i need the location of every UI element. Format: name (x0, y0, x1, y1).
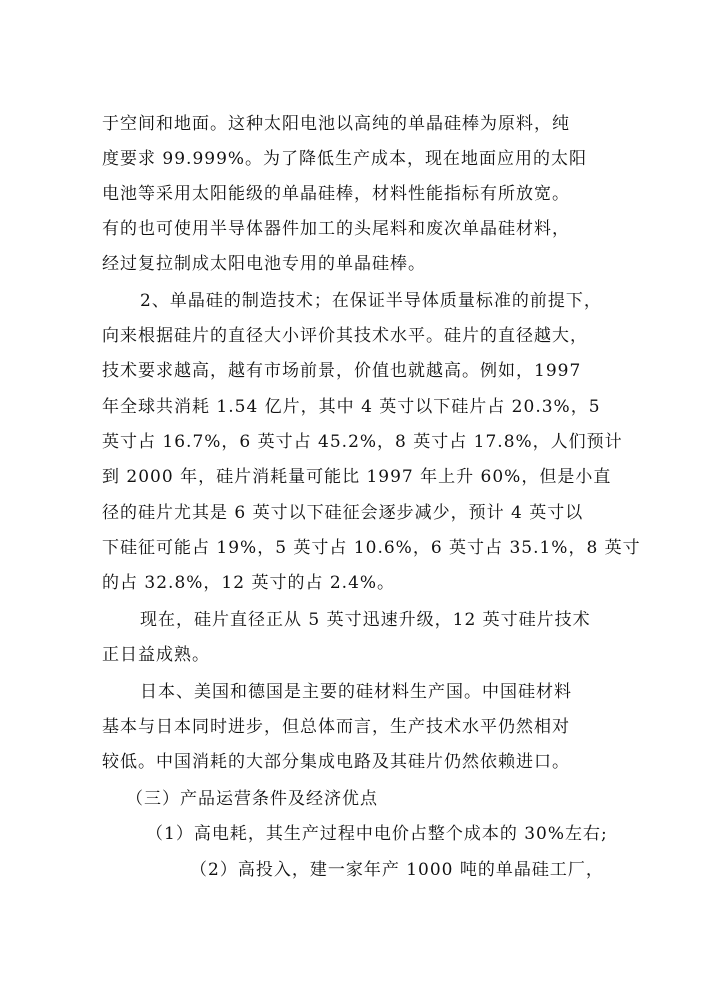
text-line-2: 度要求 99.999%。为了降低生产成本，现在地面应用的太阳 (102, 149, 588, 169)
text-line-3: 电池等采用太阳能级的单晶硅棒，材料性能指标有所放宽。 (102, 184, 570, 204)
text-line-16: 正日益成熟。 (102, 645, 210, 665)
paragraph-3-first-line: 现在，硅片直径正从 5 英寸迅速升级，12 英寸硅片技术 (140, 610, 591, 630)
list-item-1: （1）高电耗，其生产过程中电价占整个成本的 30%左右; (146, 824, 608, 844)
section-heading: （三）产品运营条件及经济优点 (126, 789, 378, 809)
text-line-10: 英寸占 16.7%，6 英寸占 45.2%，8 英寸占 17.8%，人们预计 (102, 432, 623, 452)
text-line-19: 较低。中国消耗的大部分集成电路及其硅片仍然依赖进口。 (102, 752, 570, 772)
text-line-4: 有的也可使用半导体器件加工的头尾料和废次单晶硅材料， (102, 219, 570, 239)
text-line-1: 于空间和地面。这种太阳电池以高纯的单晶硅棒为原料，纯 (102, 114, 570, 134)
text-line-18: 基本与日本同时进步，但总体而言，生产技术水平仍然相对 (102, 717, 570, 737)
list-item-2: （2）高投入，建一家年产 1000 吨的单晶硅工厂， (190, 860, 604, 880)
text-line-12: 径的硅片尤其是 6 英寸以下硅征会逐步减少，预计 4 英寸以 (102, 503, 584, 523)
paragraph-2-first-line: 2、单晶硅的制造技术；在保证半导体质量标准的前提下， (140, 291, 602, 311)
text-line-11: 到 2000 年，硅片消耗量可能比 1997 年上升 60%，但是小直 (102, 467, 612, 487)
text-line-7: 向来根据硅片的直径大小评价其技术水平。硅片的直径越大， (102, 326, 588, 346)
text-line-14: 的占 32.8%，12 英寸的占 2.4%。 (102, 573, 396, 593)
paragraph-4-first-line: 日本、美国和德国是主要的硅材料生产国。中国硅材料 (140, 682, 572, 702)
text-line-9: 年全球共消耗 1.54 亿片，其中 4 英寸以下硅片占 20.3%，5 (102, 397, 601, 417)
text-line-8: 技术要求越高，越有市场前景，价值也就越高。例如，1997 (102, 361, 582, 381)
text-line-13: 下硅征可能占 19%，5 英寸占 10.6%，6 英寸占 35.1%，8 英寸 (102, 538, 641, 558)
text-line-5: 经过复拉制成太阳电池专用的单晶硅棒。 (102, 254, 426, 274)
